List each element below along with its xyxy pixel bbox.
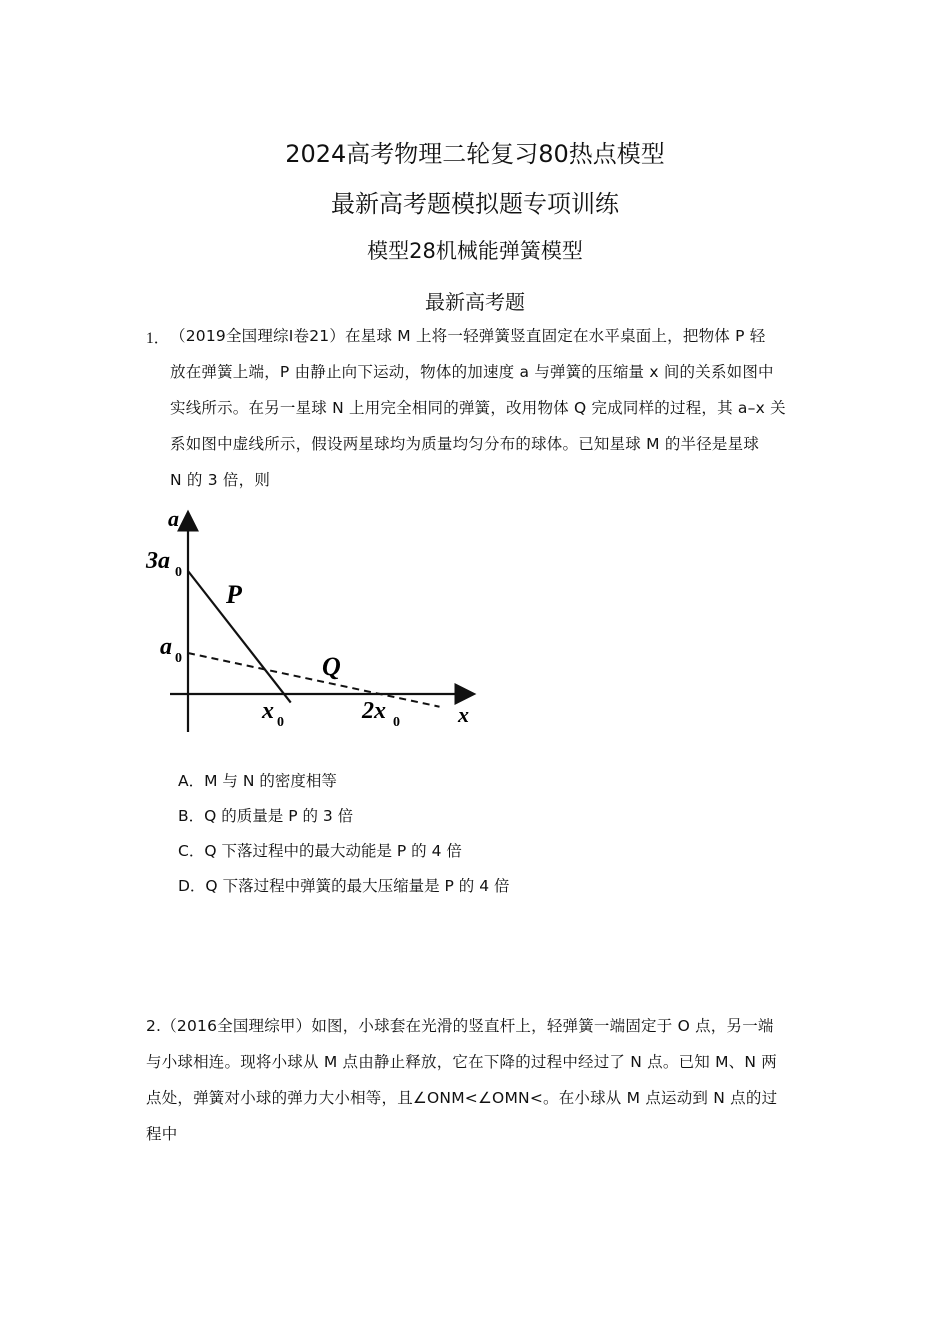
tick-3a0-subscript: 0	[175, 565, 182, 580]
option-a: A．M 与 N 的密度相等	[178, 772, 337, 790]
document-title: 2024高考物理二轮复习80热点模型	[285, 140, 665, 168]
tick-a0-subscript: 0	[175, 651, 182, 666]
y-axis-label: a	[168, 506, 179, 531]
option-c: C．Q 下落过程中的最大动能是 P 的 4 倍	[178, 842, 462, 860]
question-2-line: 2.（2016全国理综甲）如图，小球套在光滑的竖直杆上，轻弹簧一端固定于 O 点，另一端	[146, 1017, 774, 1035]
tick-2x0-label: 2x	[362, 698, 386, 724]
question-2-line: 点处，弹簧对小球的弹力大小相等，且∠ONM<∠OMN<。在小球从 M 点运动到 N 点的过	[146, 1089, 778, 1107]
question-2-line: 程中	[146, 1125, 178, 1143]
x-axis-label: x	[458, 702, 469, 727]
question-2-line: 与小球相连。现将小球从 M 点由静止释放，它在下降的过程中经过了 N 点。已知 M、N 两	[146, 1053, 778, 1071]
question-1-line: N 的 3 倍，则	[170, 471, 271, 489]
question-1-line: （2019全国理综I卷21）在星球 M 上将一轻弹簧竖直固定在水平桌面上，把物体 P 轻	[170, 327, 766, 345]
option-d: D．Q 下落过程中弹簧的最大压缩量是 P 的 4 倍	[178, 877, 510, 895]
option-b: B．Q 的质量是 P 的 3 倍	[178, 807, 354, 825]
tick-3a0-label: 3a	[146, 548, 170, 574]
question-1-line: 系如图中虚线所示，假设两星球均为质量均匀分布的球体。已知星球 M 的半径是星球	[170, 435, 760, 453]
tick-a0-label: a	[160, 634, 172, 660]
section-heading: 最新高考题	[425, 290, 525, 314]
model-title: 模型28机械能弹簧模型	[367, 239, 583, 263]
tick-x0-subscript: 0	[277, 715, 284, 730]
question-1-line: 放在弹簧上端，P 由静止向下运动，物体的加速度 a 与弹簧的压缩量 x 间的关系如图中	[170, 363, 774, 381]
curve-p-label: P	[226, 580, 242, 609]
a-x-graph	[140, 500, 490, 740]
curve-q-line	[188, 653, 440, 707]
curve-q-label: Q	[322, 652, 341, 681]
question-1-line: 实线所示。在另一星球 N 上用完全相同的弹簧，改用物体 Q 完成同样的过程，其 a–x 关	[170, 399, 786, 417]
question-1-stem	[170, 318, 810, 498]
tick-x0-label: x	[262, 698, 274, 724]
question-1-number: 1．	[146, 330, 170, 347]
tick-2x0-subscript: 0	[393, 715, 400, 730]
question-2-stem	[146, 1008, 810, 1152]
document-subtitle: 最新高考题模拟题专项训练	[331, 190, 619, 218]
